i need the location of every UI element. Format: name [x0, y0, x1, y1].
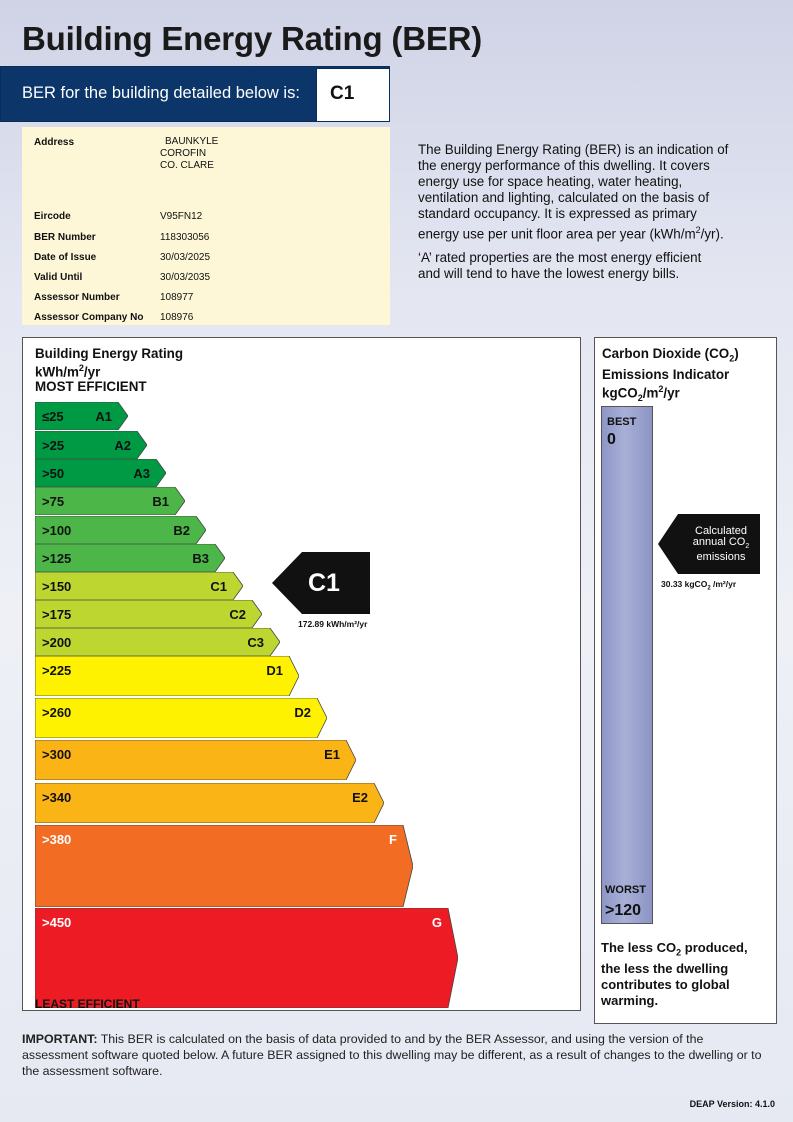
rating-band-grade: B3 — [192, 551, 209, 566]
rating-band-range: ≤25 — [42, 409, 64, 424]
co2-arrow-text: Calculated annual $CO_2$ emissions — [692, 525, 750, 564]
rating-band-grade: D1 — [266, 663, 283, 678]
rating-band-range: >380 — [42, 832, 72, 847]
current-rating-grade: C1 — [308, 569, 340, 597]
deap-version: DEAP Version: 4.1.0 — [689, 1099, 775, 1109]
detail-label: Eircode — [34, 211, 71, 222]
co2-worst-label: WORST — [605, 884, 646, 896]
detail-label: Assessor Number — [34, 292, 120, 303]
rating-band-range: >200 — [42, 635, 72, 650]
detail-value: 118303056 — [160, 232, 210, 243]
rating-band-range: >225 — [42, 663, 72, 678]
detail-label: Valid Until — [34, 272, 83, 283]
detail-value: 30/03/2035 — [160, 272, 211, 283]
rating-band-c1 — [35, 572, 243, 600]
rating-band-range: >75 — [42, 494, 65, 509]
rating-band-range: >300 — [42, 747, 72, 762]
rating-band-grade: B2 — [173, 523, 190, 538]
important-note — [22, 1031, 762, 1079]
intro-line: and will tend to have the lowest energy bills. — [418, 266, 680, 282]
rating-band-a3 — [35, 459, 166, 487]
rating-band-a1 — [35, 402, 128, 430]
rating-band-grade: G — [431, 915, 442, 930]
scale-title: Building Energy Rating — [35, 346, 184, 361]
co2-worst-value: >120 — [605, 902, 642, 919]
rating-band-grade: C3 — [247, 635, 264, 650]
rating-band-d1 — [35, 656, 299, 696]
ber-value: C1 — [330, 83, 355, 104]
rating-band-c2 — [35, 600, 262, 628]
important-label: IMPORTANT: — [22, 1032, 98, 1046]
rating-band-g — [35, 908, 458, 1008]
rating-band-b2 — [35, 516, 206, 544]
most-efficient-label: MOST EFFICIENT — [35, 379, 147, 394]
rating-band-range: >125 — [42, 551, 72, 566]
rating-band-grade: A1 — [95, 409, 112, 424]
detail-label: Date of Issue — [34, 252, 97, 263]
intro-paragraph — [418, 142, 788, 282]
current-rating-value: 172.89 kWh/m²/yr — [298, 619, 368, 629]
important-text: This BER is calculated on the basis of data provided to and by the BER Assessor, and using the version of the assessment software quoted below. A future BER assigned to this dwelling may be different, as a result of changes to the dwelling or to the assessment software. — [22, 1032, 762, 1078]
rating-band-d2 — [35, 698, 327, 738]
rating-band-c3 — [35, 628, 280, 656]
address-line: BAUNKYLE — [165, 136, 219, 147]
co2-best-label: BEST — [607, 416, 637, 428]
co2-title: Carbon Dioxide $(CO_2)$ Emissions Indicator $kgCO_2/m^2/yr$ — [602, 346, 739, 403]
co2-scale-bar — [601, 406, 653, 924]
intro-line: the energy performance of this dwelling. It covers — [418, 158, 710, 173]
rating-band-grade: A3 — [133, 466, 150, 481]
intro-line: standard occupancy. It is expressed as primary — [418, 206, 697, 221]
address-label: Address — [34, 137, 75, 148]
rating-band-shape — [35, 656, 299, 696]
co2-note: The less $CO_2$ produced, the less the dwelling contributes to global warming. — [601, 940, 748, 1008]
rating-band-grade: C1 — [210, 579, 227, 594]
rating-band-shape — [35, 908, 458, 1008]
rating-band-shape — [35, 825, 413, 907]
rating-band-a2 — [35, 431, 147, 459]
rating-band-e2 — [35, 783, 384, 823]
rating-band-shape — [35, 740, 356, 780]
detail-label: BER Number — [34, 232, 96, 243]
intro-line: energy use per unit floor area per year $(kWh/m^2/yr)$. — [418, 225, 724, 242]
page-title: Building Energy Rating (BER) — [22, 20, 483, 57]
rating-band-grade: F — [389, 832, 397, 847]
rating-band-shape — [35, 698, 327, 738]
detail-value: 108976 — [160, 312, 194, 323]
ber-header-label: BER for the building detailed below is: — [22, 84, 300, 102]
address-value — [160, 136, 218, 172]
rating-band-grade: E2 — [352, 790, 368, 805]
rating-band-f — [35, 825, 413, 907]
rating-band-range: >150 — [42, 579, 72, 594]
detail-value: 30/03/2025 — [160, 252, 211, 263]
rating-band-range: >260 — [42, 705, 72, 720]
rating-band-grade: A2 — [114, 438, 131, 453]
least-efficient-label: LEAST EFFICIENT — [35, 997, 140, 1011]
rating-band-range: >100 — [42, 523, 72, 538]
address-line: COROFIN — [160, 148, 207, 159]
intro-line: energy use for space heating, water heating, — [418, 174, 683, 189]
rating-band-range: >340 — [42, 790, 72, 805]
rating-band-range: >450 — [42, 915, 72, 930]
co2-value: 30.33 kgCO$_2$ /m²/yr — [661, 579, 737, 592]
address-line: CO. CLARE — [160, 160, 214, 171]
rating-band-range: >25 — [42, 438, 65, 453]
rating-band-grade: E1 — [324, 747, 340, 762]
rating-band-range: >175 — [42, 607, 72, 622]
intro-line: ‘A’ rated properties are the most energy efficient — [418, 250, 702, 266]
rating-band-grade: B1 — [152, 494, 169, 509]
rating-band-shape — [35, 783, 384, 823]
intro-line: ventilation and lighting, calculated on the basis of — [418, 190, 710, 205]
detail-value: 108977 — [160, 292, 194, 303]
scale-unit: kWh/$m^2/yr$ — [35, 363, 101, 380]
detail-value: V95FN12 — [160, 211, 203, 222]
rating-band-b3 — [35, 544, 225, 572]
detail-label: Assessor Company No — [34, 312, 144, 323]
rating-band-shape — [35, 628, 280, 656]
intro-line: The Building Energy Rating (BER) is an indication of — [418, 142, 729, 157]
rating-band-grade: C2 — [229, 607, 246, 622]
rating-band-b1 — [35, 487, 185, 515]
rating-band-range: >50 — [42, 466, 65, 481]
co2-best-value: 0 — [607, 431, 616, 448]
rating-band-e1 — [35, 740, 356, 780]
rating-band-grade: D2 — [294, 705, 311, 720]
